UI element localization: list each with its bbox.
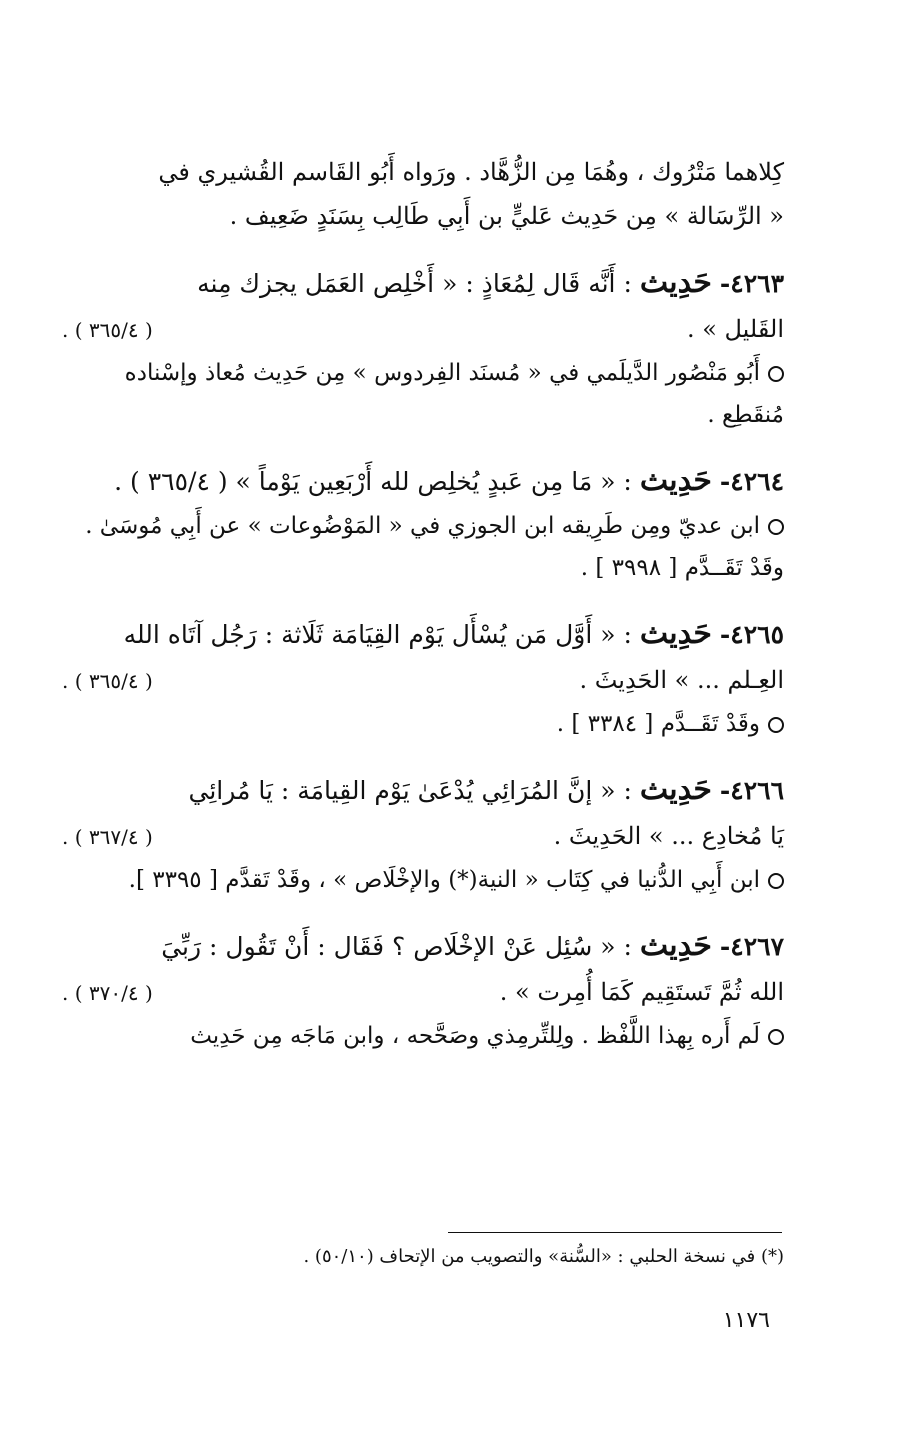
- entry-keyword: حَدِيث: [639, 928, 712, 963]
- entry-number: ٤٢٦٤-: [719, 467, 784, 496]
- entry-heading: [62, 458, 784, 505]
- volume-reference: ( ٣٦٥/٤ ) .: [62, 669, 153, 693]
- entry-number: ٤٢٦٦-: [719, 776, 784, 805]
- volume-reference: ( ٣٦٥/٤ ) .: [62, 318, 153, 342]
- entry-continuation: [62, 970, 784, 1015]
- page-number: ١١٧٦: [722, 1308, 770, 1333]
- circle-bullet-icon: [768, 366, 784, 382]
- circle-bullet-icon: [768, 1029, 784, 1045]
- entry-text: : « سُئِل عَنْ الإخْلَاص ؟ فَقَال : أَنْ تَقُول : رَبِّيَ: [161, 932, 632, 961]
- comment-text: أَبُو مَنْصُور الدَّيلَمي في « مُسنَد الفِردوس » مِن حَدِيث مُعاذ وإسْناده مُنقَطِع .: [124, 360, 784, 428]
- entry-continuation: [62, 658, 784, 703]
- entry-comment: [62, 352, 784, 436]
- comment-text: ابن أَبِي الدُّنيا في كِتَاب « النية(*) والإخْلَاص » ، وقَدْ تَقدَّم [ ٣٣٩٥ ].: [128, 867, 760, 893]
- hadith-entry-4266: [62, 767, 784, 901]
- entry-heading: [62, 923, 784, 970]
- entry-text: : « أَوَّل مَن يُسْأَل يَوْم القِيَامَة ثَلَاثة : رَجُل آتَاه الله: [123, 620, 632, 649]
- hadith-entry-4263: [62, 260, 784, 436]
- entry-comment: [62, 703, 784, 745]
- entry-text: : أَنَّه قَال لِمُعَاذٍ : « أَخْلِص العَمَل يجزك مِنه: [197, 269, 632, 298]
- intro-paragraph: [62, 150, 784, 238]
- continuation-text: الله ثُمَّ تَستَقِيم كَمَا أُمِرت » .: [499, 978, 784, 1006]
- circle-bullet-icon: [768, 519, 784, 535]
- entry-text: : « إنَّ المُرَائِي يُدْعَىٰ يَوْم القِيامَة : يَا مُرائِي: [188, 776, 632, 805]
- comment-text: لَم أَره بِهذا اللَّفْظ . ولِلتِّرمِذي وصَحَّحه ، وابن مَاجَه مِن حَدِيث: [190, 1023, 760, 1049]
- entry-heading: [62, 767, 784, 814]
- entry-number: ٤٢٦٥-: [719, 620, 784, 649]
- entry-keyword: حَدِيث: [639, 463, 712, 498]
- intro-line: « الرِّسَالة » مِن حَدِيث عَليٍّ بن أَبِي طَالِب بِسَنَدٍ ضَعِيف .: [229, 202, 784, 230]
- entry-heading: [62, 611, 784, 658]
- entry-keyword: حَدِيث: [639, 616, 712, 651]
- hadith-entry-4265: [62, 611, 784, 745]
- entry-continuation: [62, 307, 784, 352]
- intro-line: كِلاهما مَتْرُوك ، وهُمَا مِن الزُّهَّاد . ورَواه أَبُو القَاسم القُشيري في: [158, 158, 784, 186]
- page-body: [62, 150, 784, 1057]
- entry-comment: [62, 505, 784, 589]
- entry-comment: [62, 1015, 784, 1057]
- footnote: (*) في نسخة الحلبي : «السُّنة» والتصويب من الإتحاف (٥٠/١٠) .: [303, 1246, 784, 1267]
- volume-reference: ( ٣٧٠/٤ ) .: [62, 981, 153, 1005]
- entry-keyword: حَدِيث: [639, 265, 712, 300]
- entry-continuation: [62, 814, 784, 859]
- entry-number: ٤٢٦٧-: [719, 932, 784, 961]
- entry-comment: [62, 859, 784, 901]
- entry-keyword: حَدِيث: [639, 772, 712, 807]
- circle-bullet-icon: [768, 873, 784, 889]
- circle-bullet-icon: [768, 717, 784, 733]
- continuation-text: يَا مُخادِع ... » الحَدِيثَ .: [553, 822, 784, 850]
- footnote-divider: [448, 1232, 782, 1233]
- entry-number: ٤٢٦٣-: [719, 269, 784, 298]
- comment-text: وقَدْ تَقَــدَّم [ ٣٣٨٤ ] .: [556, 711, 760, 737]
- entry-text: : « مَا مِن عَبدٍ يُخلِص لله أَرْبَعِين يَوْماً » ( ٣٦٥/٤ ) .: [114, 467, 632, 496]
- entry-heading: [62, 260, 784, 307]
- continuation-text: القَليل » .: [686, 315, 784, 343]
- hadith-entry-4267: [62, 923, 784, 1057]
- volume-reference: ( ٣٦٧/٤ ) .: [62, 825, 153, 849]
- continuation-text: العِـلم ... » الحَدِيثَ .: [579, 666, 784, 694]
- comment-text: ابن عديّ ومِن طَرِيقه ابن الجوزي في « المَوْضُوعات » عن أَبِي مُوسَىٰ . وقَدْ تَقَــدَّم [ ٣٩٩٨ ] .: [85, 513, 784, 581]
- hadith-entry-4264: [62, 458, 784, 589]
